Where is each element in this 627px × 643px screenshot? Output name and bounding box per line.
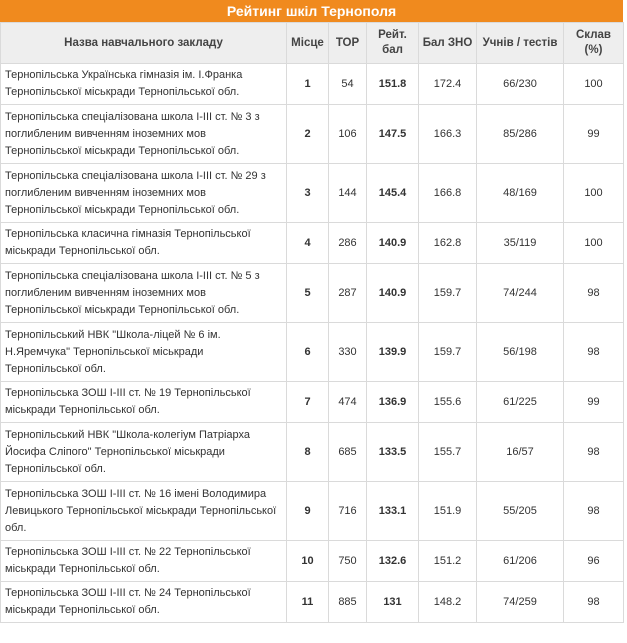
table-row — [1, 423, 624, 482]
cell-rating: 151.8 — [367, 64, 419, 105]
cell-pass: 98 — [564, 423, 624, 482]
cell-top: 685 — [329, 423, 367, 482]
cell-pass: 98 — [564, 482, 624, 541]
cell-pass: 98 — [564, 582, 624, 623]
cell-rating: 136.9 — [367, 382, 419, 423]
cell-rating: 131 — [367, 582, 419, 623]
cell-pass: 100 — [564, 64, 624, 105]
ranking-table — [0, 22, 624, 623]
cell-pass: 100 — [564, 164, 624, 223]
header-pass: Склав (%) — [564, 23, 624, 64]
cell-top: 287 — [329, 264, 367, 323]
header-top: ТОР — [329, 23, 367, 64]
header-zno: Бал ЗНО — [419, 23, 477, 64]
cell-top: 716 — [329, 482, 367, 541]
cell-school-name: Тернопільська ЗОШ І-ІІІ ст. № 24 Тернопільської міськради Тернопільської обл. — [1, 582, 287, 623]
cell-students: 55/205 — [477, 482, 564, 541]
table-row — [1, 541, 624, 582]
cell-rating: 140.9 — [367, 264, 419, 323]
cell-rating: 133.1 — [367, 482, 419, 541]
cell-place: 5 — [287, 264, 329, 323]
cell-students: 48/169 — [477, 164, 564, 223]
cell-school-name: Тернопільська ЗОШ І-ІІІ ст. № 22 Тернопільської міськради Тернопільської обл. — [1, 541, 287, 582]
cell-place: 1 — [287, 64, 329, 105]
cell-rating: 140.9 — [367, 223, 419, 264]
cell-zno: 166.8 — [419, 164, 477, 223]
cell-top: 885 — [329, 582, 367, 623]
cell-place: 4 — [287, 223, 329, 264]
header-name: Назва навчального закладу — [1, 23, 287, 64]
cell-zno: 159.7 — [419, 264, 477, 323]
cell-zno: 151.9 — [419, 482, 477, 541]
cell-place: 8 — [287, 423, 329, 482]
cell-place: 9 — [287, 482, 329, 541]
cell-students: 35/119 — [477, 223, 564, 264]
cell-students: 74/244 — [477, 264, 564, 323]
cell-place: 6 — [287, 323, 329, 382]
cell-top: 474 — [329, 382, 367, 423]
cell-school-name: Тернопільська спеціалізована школа І-ІІІ ст. № 29 з поглибленим вивченням іноземних мов Тернопільської міськради Тернопільської обл. — [1, 164, 287, 223]
cell-top: 750 — [329, 541, 367, 582]
cell-pass: 99 — [564, 382, 624, 423]
cell-place: 3 — [287, 164, 329, 223]
cell-rating: 133.5 — [367, 423, 419, 482]
cell-students: 66/230 — [477, 64, 564, 105]
cell-zno: 162.8 — [419, 223, 477, 264]
header-students: Учнів / тестів — [477, 23, 564, 64]
table-row — [1, 323, 624, 382]
cell-zno: 155.6 — [419, 382, 477, 423]
cell-place: 2 — [287, 105, 329, 164]
cell-school-name: Тернопільська спеціалізована школа І-ІІІ ст. № 3 з поглибленим вивченням іноземних мов Тернопільської міськради Тернопільської обл. — [1, 105, 287, 164]
header-place: Місце — [287, 23, 329, 64]
cell-pass: 99 — [564, 105, 624, 164]
cell-school-name: Тернопільський НВК "Школа-колегіум Патріарха Йосифа Сліпого" Тернопільської міськради Тернопільської обл. — [1, 423, 287, 482]
cell-zno: 155.7 — [419, 423, 477, 482]
cell-place: 11 — [287, 582, 329, 623]
cell-students: 56/198 — [477, 323, 564, 382]
table-header-row — [1, 23, 624, 64]
cell-pass: 96 — [564, 541, 624, 582]
cell-top: 106 — [329, 105, 367, 164]
cell-zno: 172.4 — [419, 64, 477, 105]
table-row — [1, 582, 624, 623]
table-row — [1, 482, 624, 541]
cell-place: 7 — [287, 382, 329, 423]
cell-students: 85/286 — [477, 105, 564, 164]
cell-school-name: Тернопільська спеціалізована школа І-ІІІ ст. № 5 з поглибленим вивченням іноземних мов Тернопільської міськради Тернопільської обл. — [1, 264, 287, 323]
cell-zno: 159.7 — [419, 323, 477, 382]
cell-school-name: Тернопільська Українська гімназія ім. І.Франка Тернопільської міськради Тернопільської обл. — [1, 64, 287, 105]
cell-zno: 151.2 — [419, 541, 477, 582]
cell-school-name: Тернопільська ЗОШ І-ІІІ ст. № 19 Тернопільської міськради Тернопільської обл. — [1, 382, 287, 423]
table-row — [1, 164, 624, 223]
cell-place: 10 — [287, 541, 329, 582]
table-row — [1, 64, 624, 105]
cell-students: 74/259 — [477, 582, 564, 623]
cell-rating: 139.9 — [367, 323, 419, 382]
cell-school-name: Тернопільський НВК "Школа-ліцей № 6 ім. Н.Яремчука" Тернопільської міськради Тернопільської обл. — [1, 323, 287, 382]
cell-top: 54 — [329, 64, 367, 105]
cell-pass: 100 — [564, 223, 624, 264]
cell-rating: 147.5 — [367, 105, 419, 164]
cell-school-name: Тернопільська класична гімназія Тернопільської міськради Тернопільської обл. — [1, 223, 287, 264]
cell-pass: 98 — [564, 323, 624, 382]
table-row — [1, 382, 624, 423]
cell-students: 61/206 — [477, 541, 564, 582]
cell-zno: 166.3 — [419, 105, 477, 164]
cell-pass: 98 — [564, 264, 624, 323]
cell-students: 61/225 — [477, 382, 564, 423]
cell-school-name: Тернопільська ЗОШ І-ІІІ ст. № 16 імені Володимира Левицького Тернопільської міськради Тернопільської обл. — [1, 482, 287, 541]
table-title: Рейтинг шкіл Тернополя — [0, 0, 623, 22]
cell-top: 286 — [329, 223, 367, 264]
table-row — [1, 105, 624, 164]
cell-rating: 145.4 — [367, 164, 419, 223]
table-row — [1, 223, 624, 264]
header-rating: Рейт. бал — [367, 23, 419, 64]
cell-top: 330 — [329, 323, 367, 382]
cell-zno: 148.2 — [419, 582, 477, 623]
table-row — [1, 264, 624, 323]
cell-top: 144 — [329, 164, 367, 223]
cell-rating: 132.6 — [367, 541, 419, 582]
cell-students: 16/57 — [477, 423, 564, 482]
